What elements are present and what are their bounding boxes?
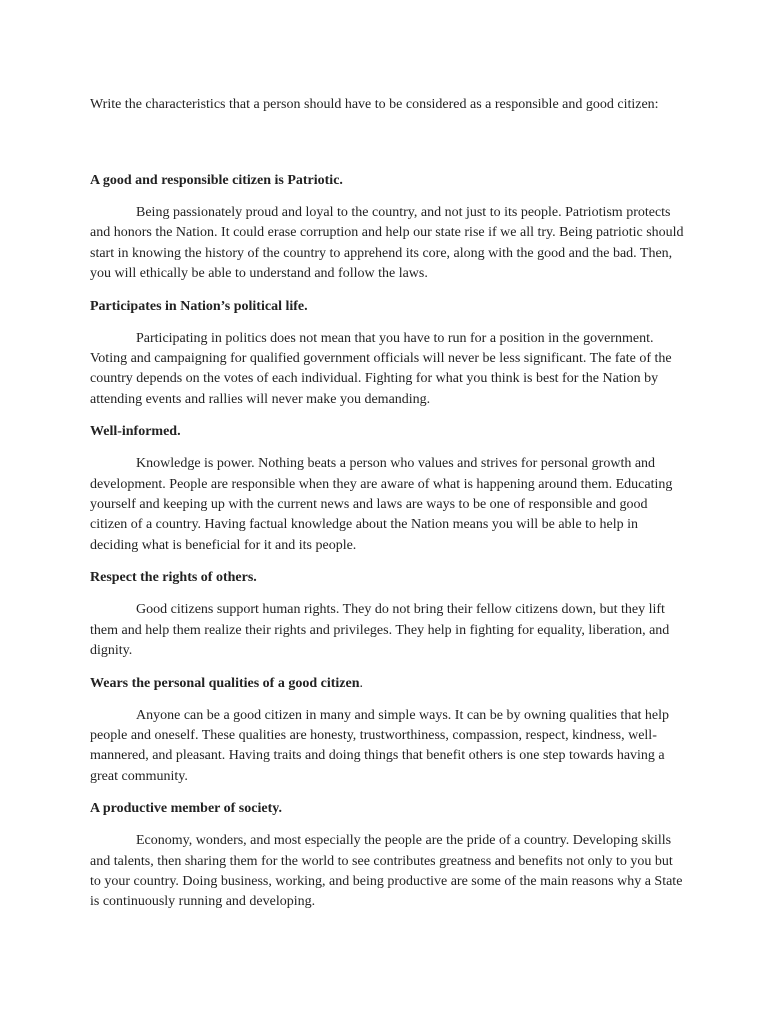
- section-heading: [90, 674, 686, 694]
- heading-text: Participates in Nation’s political life.: [90, 298, 308, 314]
- section-heading: [90, 422, 686, 442]
- heading-text: Respect the rights of others.: [90, 570, 257, 586]
- section-political-life: [90, 297, 686, 411]
- section-body: Knowledge is power. Nothing beats a person who values and strives for personal growth and development. People are responsible when they are aware of what is happening around them. Educating yourself and keeping up with the current news and laws are ways to be one of responsible and good citizen of a country. Having factual knowledge about the Nation means you will be able to help in deciding what is beneficial for it and its people.: [90, 456, 673, 553]
- heading-text: A good and responsible citizen is Patriotic.: [90, 173, 343, 188]
- section-well-informed: [90, 422, 686, 556]
- section-body: Good citizens support human rights. They do not bring their fellow citizens down, but they lift them and help them realize their rights and privileges. They help in fighting for equality, liberation, and dignity.: [90, 602, 670, 659]
- section-respect-rights: [90, 568, 686, 661]
- document-page: [90, 95, 686, 925]
- heading-text: Wears the personal qualities of a good citizen: [90, 675, 360, 691]
- section-heading: [90, 297, 686, 317]
- section-body: Being passionately proud and loyal to the country, and not just to its people. Patriotism protects and honors the Nation. It could erase corruption and help our state rise if we all try. Being patriotic should start in knowing the history of the country to apprehend its core, along with the good and the bad. Then, you will ethically be able to understand and follow the laws.: [90, 205, 684, 282]
- section-patriotic: [90, 171, 686, 285]
- heading-text: A productive member of society.: [90, 801, 282, 817]
- section-heading: [90, 171, 686, 191]
- section-personal-qualities: [90, 674, 686, 788]
- heading-text: Well-informed.: [90, 424, 181, 440]
- section-productive-member: [90, 799, 686, 913]
- section-body: Economy, wonders, and most especially the people are the pride of a country. Developing skills and talents, then sharing them for the world to see contributes greatness and benefits not only to you but to your country. Doing business, working, and being productive are some of the main reasons why a State is continuously running and developing.: [90, 833, 683, 910]
- heading-tail: .: [359, 675, 363, 691]
- section-heading: [90, 568, 686, 588]
- section-body: Anyone can be a good citizen in many and simple ways. It can be by owning qualities that help people and oneself. These qualities are honesty, trustworthiness, compassion, respect, kindness, well-mannered, and pleasant. Having traits and doing things that benefit others is one step towards having a great community.: [90, 707, 670, 784]
- section-heading: [90, 799, 686, 819]
- section-body: Participating in politics does not mean that you have to run for a position in the government. Voting and campaigning for qualified government officials will never be less significant. The fate of the country depends on the votes of each individual. Fighting for what you think is best for the Nation by attending events and rallies will never make you demanding.: [90, 330, 672, 407]
- prompt-text: Write the characteristics that a person should have to be considered as a responsible and good citizen:: [90, 97, 659, 112]
